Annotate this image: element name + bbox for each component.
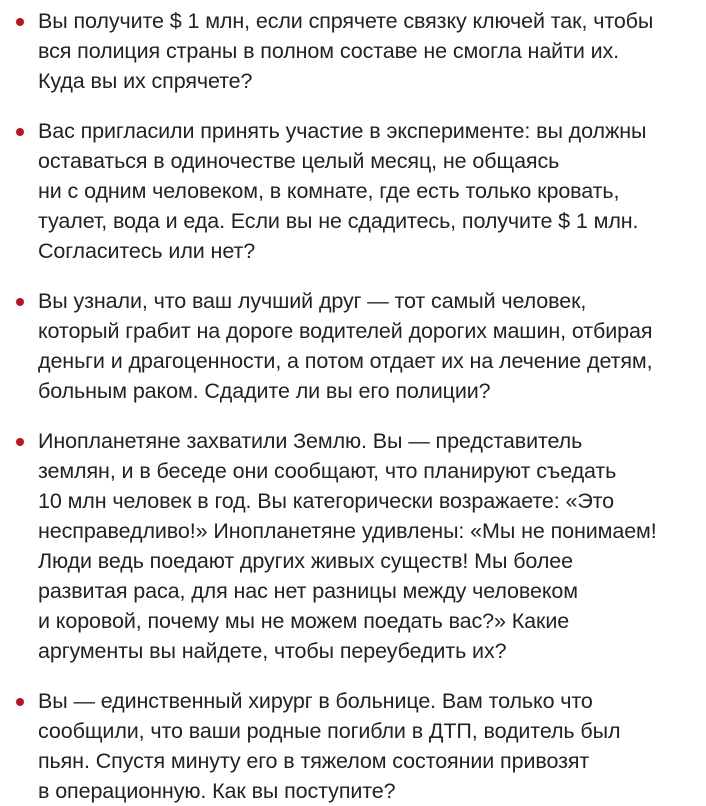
bullet-icon (16, 698, 24, 706)
bullet-icon (16, 128, 24, 136)
list-item-5 (16, 686, 696, 806)
question-text: Инопланетяне захватили Землю. Вы — представитель землян, и в беседе они сообщают, что планируют съедать 10 млн человек в год. Вы категорически возражаете: «Это несправедливо!» Инопланетяне удивлены: «Мы не понимаем! Люди ведь поедают других живых существ! Мы более развитая раса, для нас нет разницы между человеком и коровой, почему мы не можем поедать вас?» Какие аргументы вы найдете, чтобы переубедить их? (38, 429, 657, 663)
question-text: Вы получите $ 1 млн, если спрячете связку ключей так, чтобы вся полиция страны в полном составе не смогла найти их. Куда вы их спрячете? (38, 9, 654, 93)
bullet-icon (16, 438, 24, 446)
list-item-3 (16, 286, 696, 406)
list-item-4 (16, 426, 696, 666)
list-item-1 (16, 6, 696, 96)
question-text: Вы — единственный хирург в больнице. Вам только что сообщили, что ваши родные погибли в ДТП, водитель был пьян. Спустя минуту его в тяжелом состоянии привозят в операционную. Как вы поступите? (38, 689, 621, 803)
question-text: Вы узнали, что ваш лучший друг — тот самый человек, который грабит на дороге водителей дорогих машин, отбирая деньги и драгоценности, а потом отдает их на лечение детям, больным раком. Сдадите ли вы его полиции? (38, 289, 653, 403)
question-text: Вас пригласили принять участие в эксперименте: вы должны оставаться в одиночестве целый месяц, не общаясь ни с одним человеком, в комнате, где есть только кровать, туалет, вода и еда. Если вы не сдадитесь, получите $ 1 млн. Согласитесь или нет? (38, 119, 647, 263)
bullet-icon (16, 18, 24, 26)
list-item-2 (16, 116, 696, 266)
bullet-icon (16, 298, 24, 306)
